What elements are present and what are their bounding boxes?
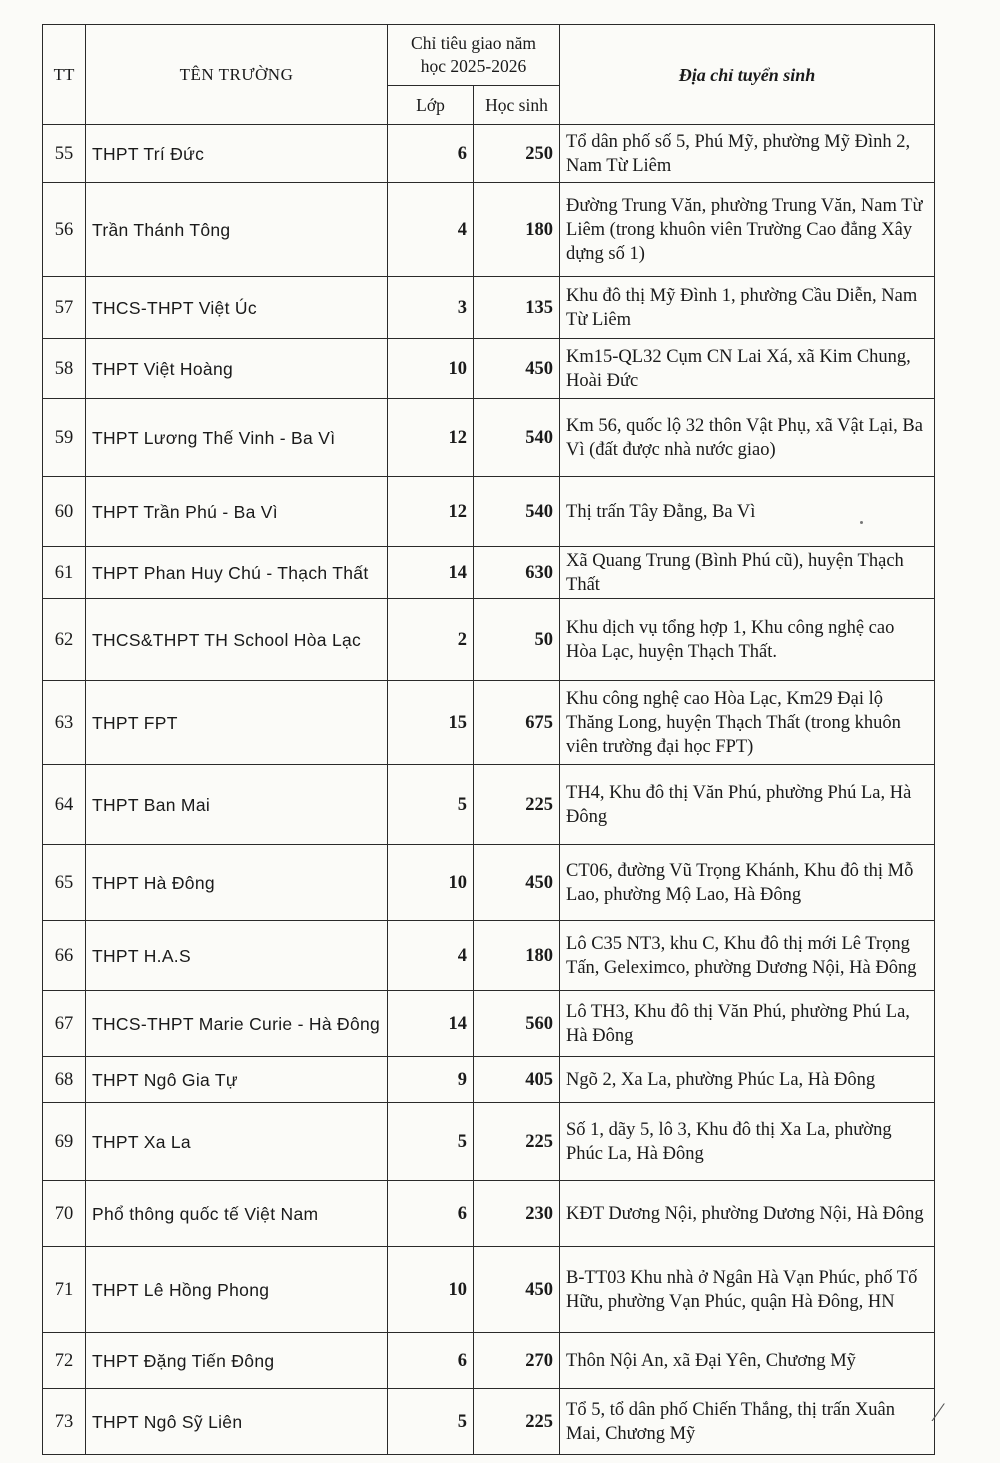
table-row xyxy=(43,1389,935,1455)
row-number: 62 xyxy=(43,599,86,681)
table-row xyxy=(43,1057,935,1103)
header-quota-line1: Chỉ tiêu giao năm xyxy=(411,33,536,53)
school-name: THCS-THPT Marie Curie - Hà Đông xyxy=(86,991,388,1057)
row-number: 55 xyxy=(43,125,86,183)
school-quota-table xyxy=(42,24,935,1455)
school-name: THPT Phan Huy Chú - Thạch Thất xyxy=(86,547,388,599)
classes-count: 6 xyxy=(388,125,474,183)
classes-count: 2 xyxy=(388,599,474,681)
students-count: 675 xyxy=(474,681,560,765)
row-number: 73 xyxy=(43,1389,86,1455)
school-name: THPT Trí Đức xyxy=(86,125,388,183)
row-number: 57 xyxy=(43,277,86,339)
row-number: 65 xyxy=(43,845,86,921)
row-number: 69 xyxy=(43,1103,86,1181)
table-row xyxy=(43,183,935,277)
table-row xyxy=(43,681,935,765)
school-name: THPT Đặng Tiến Đông xyxy=(86,1333,388,1389)
students-count: 250 xyxy=(474,125,560,183)
table-row xyxy=(43,1247,935,1333)
students-count: 50 xyxy=(474,599,560,681)
students-count: 180 xyxy=(474,921,560,991)
row-number: 60 xyxy=(43,477,86,547)
classes-count: 15 xyxy=(388,681,474,765)
school-name: THPT Trần Phú - Ba Vì xyxy=(86,477,388,547)
school-name: THCS&THPT TH School Hòa Lạc xyxy=(86,599,388,681)
enrollment-address: KĐT Dương Nội, phường Dương Nội, Hà Đông xyxy=(560,1181,935,1247)
table-row xyxy=(43,477,935,547)
school-name: THCS-THPT Việt Úc xyxy=(86,277,388,339)
table-row xyxy=(43,991,935,1057)
table-row xyxy=(43,845,935,921)
row-number: 59 xyxy=(43,399,86,477)
classes-count: 4 xyxy=(388,183,474,277)
school-name: Phổ thông quốc tế Việt Nam xyxy=(86,1181,388,1247)
row-number: 61 xyxy=(43,547,86,599)
students-count: 230 xyxy=(474,1181,560,1247)
school-name: THPT Ngô Gia Tự xyxy=(86,1057,388,1103)
students-count: 225 xyxy=(474,1103,560,1181)
table-row xyxy=(43,547,935,599)
enrollment-address: Xã Quang Trung (Bình Phú cũ), huyện Thạch Thất xyxy=(560,547,935,599)
table-row xyxy=(43,1333,935,1389)
classes-count: 14 xyxy=(388,991,474,1057)
enrollment-address: Km 56, quốc lộ 32 thôn Vật Phụ, xã Vật Lại, Ba Vì (đất được nhà nước giao) xyxy=(560,399,935,477)
enrollment-address: Tổ dân phố số 5, Phú Mỹ, phường Mỹ Đình 2, Nam Từ Liêm xyxy=(560,125,935,183)
students-count: 225 xyxy=(474,765,560,845)
enrollment-address: Tổ 5, tổ dân phố Chiến Thắng, thị trấn Xuân Mai, Chương Mỹ xyxy=(560,1389,935,1455)
classes-count: 12 xyxy=(388,399,474,477)
enrollment-address: Km15-QL32 Cụm CN Lai Xá, xã Kim Chung, Hoài Đức xyxy=(560,339,935,399)
school-name: THPT Xa La xyxy=(86,1103,388,1181)
classes-count: 5 xyxy=(388,1103,474,1181)
initials-mark: ⁄ xyxy=(936,1398,941,1427)
row-number: 58 xyxy=(43,339,86,399)
scan-speck xyxy=(860,521,863,524)
enrollment-address: Khu công nghệ cao Hòa Lạc, Km29 Đại lộ Thăng Long, huyện Thạch Thất (trong khuôn viên trường đại học FPT) xyxy=(560,681,935,765)
table-row xyxy=(43,399,935,477)
school-name: Trần Thánh Tông xyxy=(86,183,388,277)
school-name: THPT Lê Hồng Phong xyxy=(86,1247,388,1333)
table-row xyxy=(43,599,935,681)
row-number: 70 xyxy=(43,1181,86,1247)
enrollment-address: Ngõ 2, Xa La, phường Phúc La, Hà Đông xyxy=(560,1057,935,1103)
header-school-name: TÊN TRƯỜNG xyxy=(86,25,388,125)
enrollment-address: Khu đô thị Mỹ Đình 1, phường Cầu Diễn, Nam Từ Liêm xyxy=(560,277,935,339)
classes-count: 12 xyxy=(388,477,474,547)
students-count: 180 xyxy=(474,183,560,277)
students-count: 450 xyxy=(474,339,560,399)
school-name: THPT Việt Hoàng xyxy=(86,339,388,399)
table-row xyxy=(43,921,935,991)
enrollment-address: B-TT03 Khu nhà ở Ngân Hà Vạn Phúc, phố Tố Hữu, phường Vạn Phúc, quận Hà Đông, HN xyxy=(560,1247,935,1333)
header-quota-line2: học 2025-2026 xyxy=(420,56,527,76)
classes-count: 3 xyxy=(388,277,474,339)
classes-count: 5 xyxy=(388,765,474,845)
classes-count: 6 xyxy=(388,1333,474,1389)
enrollment-address: Thị trấn Tây Đằng, Ba Vì xyxy=(560,477,935,547)
row-number: 63 xyxy=(43,681,86,765)
students-count: 225 xyxy=(474,1389,560,1455)
classes-count: 10 xyxy=(388,1247,474,1333)
students-count: 630 xyxy=(474,547,560,599)
table-row xyxy=(43,125,935,183)
students-count: 135 xyxy=(474,277,560,339)
row-number: 64 xyxy=(43,765,86,845)
enrollment-address: Số 1, dãy 5, lô 3, Khu đô thị Xa La, phường Phúc La, Hà Đông xyxy=(560,1103,935,1181)
header-address: Địa chỉ tuyển sinh xyxy=(560,25,935,125)
enrollment-address: CT06, đường Vũ Trọng Khánh, Khu đô thị Mỗ Lao, phường Mộ Lao, Hà Đông xyxy=(560,845,935,921)
enrollment-address: TH4, Khu đô thị Văn Phú, phường Phú La, Hà Đông xyxy=(560,765,935,845)
table-row xyxy=(43,1181,935,1247)
classes-count: 10 xyxy=(388,845,474,921)
students-count: 450 xyxy=(474,845,560,921)
school-name: THPT Ngô Sỹ Liên xyxy=(86,1389,388,1455)
row-number: 56 xyxy=(43,183,86,277)
students-count: 270 xyxy=(474,1333,560,1389)
classes-count: 10 xyxy=(388,339,474,399)
enrollment-address: Khu dịch vụ tổng hợp 1, Khu công nghệ cao Hòa Lạc, huyện Thạch Thất. xyxy=(560,599,935,681)
table-row xyxy=(43,765,935,845)
school-name: THPT Lương Thế Vinh - Ba Vì xyxy=(86,399,388,477)
row-number: 71 xyxy=(43,1247,86,1333)
students-count: 560 xyxy=(474,991,560,1057)
header-quota xyxy=(388,25,560,86)
row-number: 67 xyxy=(43,991,86,1057)
students-count: 540 xyxy=(474,399,560,477)
school-name: THPT FPT xyxy=(86,681,388,765)
classes-count: 14 xyxy=(388,547,474,599)
enrollment-address: Thôn Nội An, xã Đại Yên, Chương Mỹ xyxy=(560,1333,935,1389)
enrollment-address: Lô C35 NT3, khu C, Khu đô thị mới Lê Trọng Tấn, Geleximco, phường Dương Nội, Hà Đông xyxy=(560,921,935,991)
table-row xyxy=(43,339,935,399)
header-classes: Lớp xyxy=(388,86,474,125)
students-count: 540 xyxy=(474,477,560,547)
classes-count: 4 xyxy=(388,921,474,991)
classes-count: 6 xyxy=(388,1181,474,1247)
row-number: 72 xyxy=(43,1333,86,1389)
header-tt: TT xyxy=(43,25,86,125)
students-count: 405 xyxy=(474,1057,560,1103)
students-count: 450 xyxy=(474,1247,560,1333)
table-row xyxy=(43,1103,935,1181)
school-name: THPT Ban Mai xyxy=(86,765,388,845)
school-name: THPT H.A.S xyxy=(86,921,388,991)
classes-count: 9 xyxy=(388,1057,474,1103)
row-number: 68 xyxy=(43,1057,86,1103)
classes-count: 5 xyxy=(388,1389,474,1455)
enrollment-address: Lô TH3, Khu đô thị Văn Phú, phường Phú La, Hà Đông xyxy=(560,991,935,1057)
school-name: THPT Hà Đông xyxy=(86,845,388,921)
enrollment-address: Đường Trung Văn, phường Trung Văn, Nam Từ Liêm (trong khuôn viên Trường Cao đẳng Xây dựng số 1) xyxy=(560,183,935,277)
header-students: Học sinh xyxy=(474,86,560,125)
row-number: 66 xyxy=(43,921,86,991)
table-row xyxy=(43,277,935,339)
